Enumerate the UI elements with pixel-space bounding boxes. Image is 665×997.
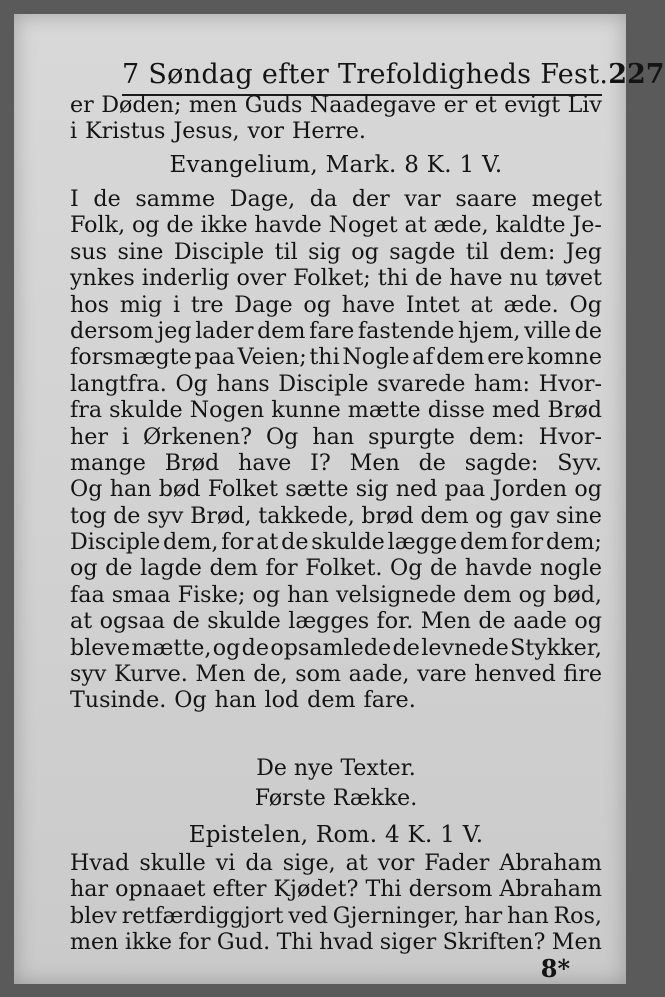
- text-line: og de lagde dem for Folket. Og de havde nogle: [70, 555, 602, 582]
- text-line: at ogsaa de skulde lægges for. Men de aade og: [70, 608, 602, 635]
- signature-mark: 8*: [540, 954, 570, 983]
- text-line: Hvad skulle vi da sige, at vor Fader Abraham: [70, 850, 602, 876]
- text-line: hos mig i tre Dage og have Intet at æde. Og: [70, 291, 602, 318]
- text-line: sus sine Disciple til sig og sagde til dem: Jeg: [70, 238, 602, 265]
- text-line: Folk, og de ikke havde Noget at æde, kaldte Je-: [70, 212, 602, 239]
- page-number: 227: [608, 59, 665, 90]
- epistle-text: [70, 850, 602, 956]
- text-line: tog de syv Brød, takkede, brød dem og gav sine: [70, 502, 602, 529]
- text-line: blev retfærdiggjort ved Gjerninger, har han Ros,: [70, 902, 602, 929]
- page-header: [122, 56, 665, 96]
- text-line: har opnaaet efter Kjødet? Thi dersom Abraham: [70, 876, 602, 903]
- text-line: fra skulde Nogen kunne mætte disse med Brød: [70, 397, 602, 424]
- text-line: her i Ørkenen? Og han spurgte dem: Hvor-: [70, 423, 602, 450]
- text-line: er Døden; men Guds Naadegave er et evigt Liv: [70, 92, 602, 118]
- text-line: I de samme Dage, da der var saare meget: [70, 186, 602, 212]
- intro-text: [70, 92, 602, 145]
- first-series-heading: Første Række.: [254, 786, 418, 811]
- text-line: i Kristus Jesus, vor Herre.: [70, 118, 366, 145]
- text-line: faa smaa Fiske; og han velsignede dem og bød,: [70, 581, 602, 608]
- new-texts-heading: De nye Texter.: [256, 756, 416, 781]
- text-line: Og han bød Folket sætte sig ned paa Jorden og: [70, 476, 602, 503]
- text-line: men ikke for Gud. Thi hvad siger Skriften? Men: [70, 929, 602, 956]
- text-line: ynkes inderlig over Folket; thi de have nu tøvet: [70, 265, 602, 292]
- text-line: langtfra. Og hans Disciple svarede ham: Hvor-: [70, 370, 602, 397]
- text-line: mange Brød have I? Men de sagde: Syv.: [70, 449, 602, 476]
- text-line: Disciple dem, for at de skulde lægge dem for dem;: [70, 529, 602, 556]
- text-line: bleve mætte, og de opsamlede de levnede Stykker,: [70, 634, 602, 661]
- text-line: syv Kurve. Men de, som aade, vare henved fire: [70, 661, 602, 688]
- gospel-heading: Evangelium, Mark. 8 K. 1 V.: [169, 152, 503, 178]
- text-line: dersom jeg lader dem fare fastende hjem, ville de: [70, 317, 602, 344]
- text-line: forsmægte paa Veien; thi Nogle af dem ere komne: [70, 344, 602, 371]
- running-title: 7 Søndag efter Trefoldigheds Fest.: [122, 59, 609, 90]
- gospel-text: [70, 186, 602, 714]
- text-line: Tusinde. Og han lod dem fare.: [70, 687, 416, 714]
- book-page: [14, 14, 665, 984]
- epistle-heading: Epistelen, Rom. 4 K. 1 V.: [188, 822, 484, 848]
